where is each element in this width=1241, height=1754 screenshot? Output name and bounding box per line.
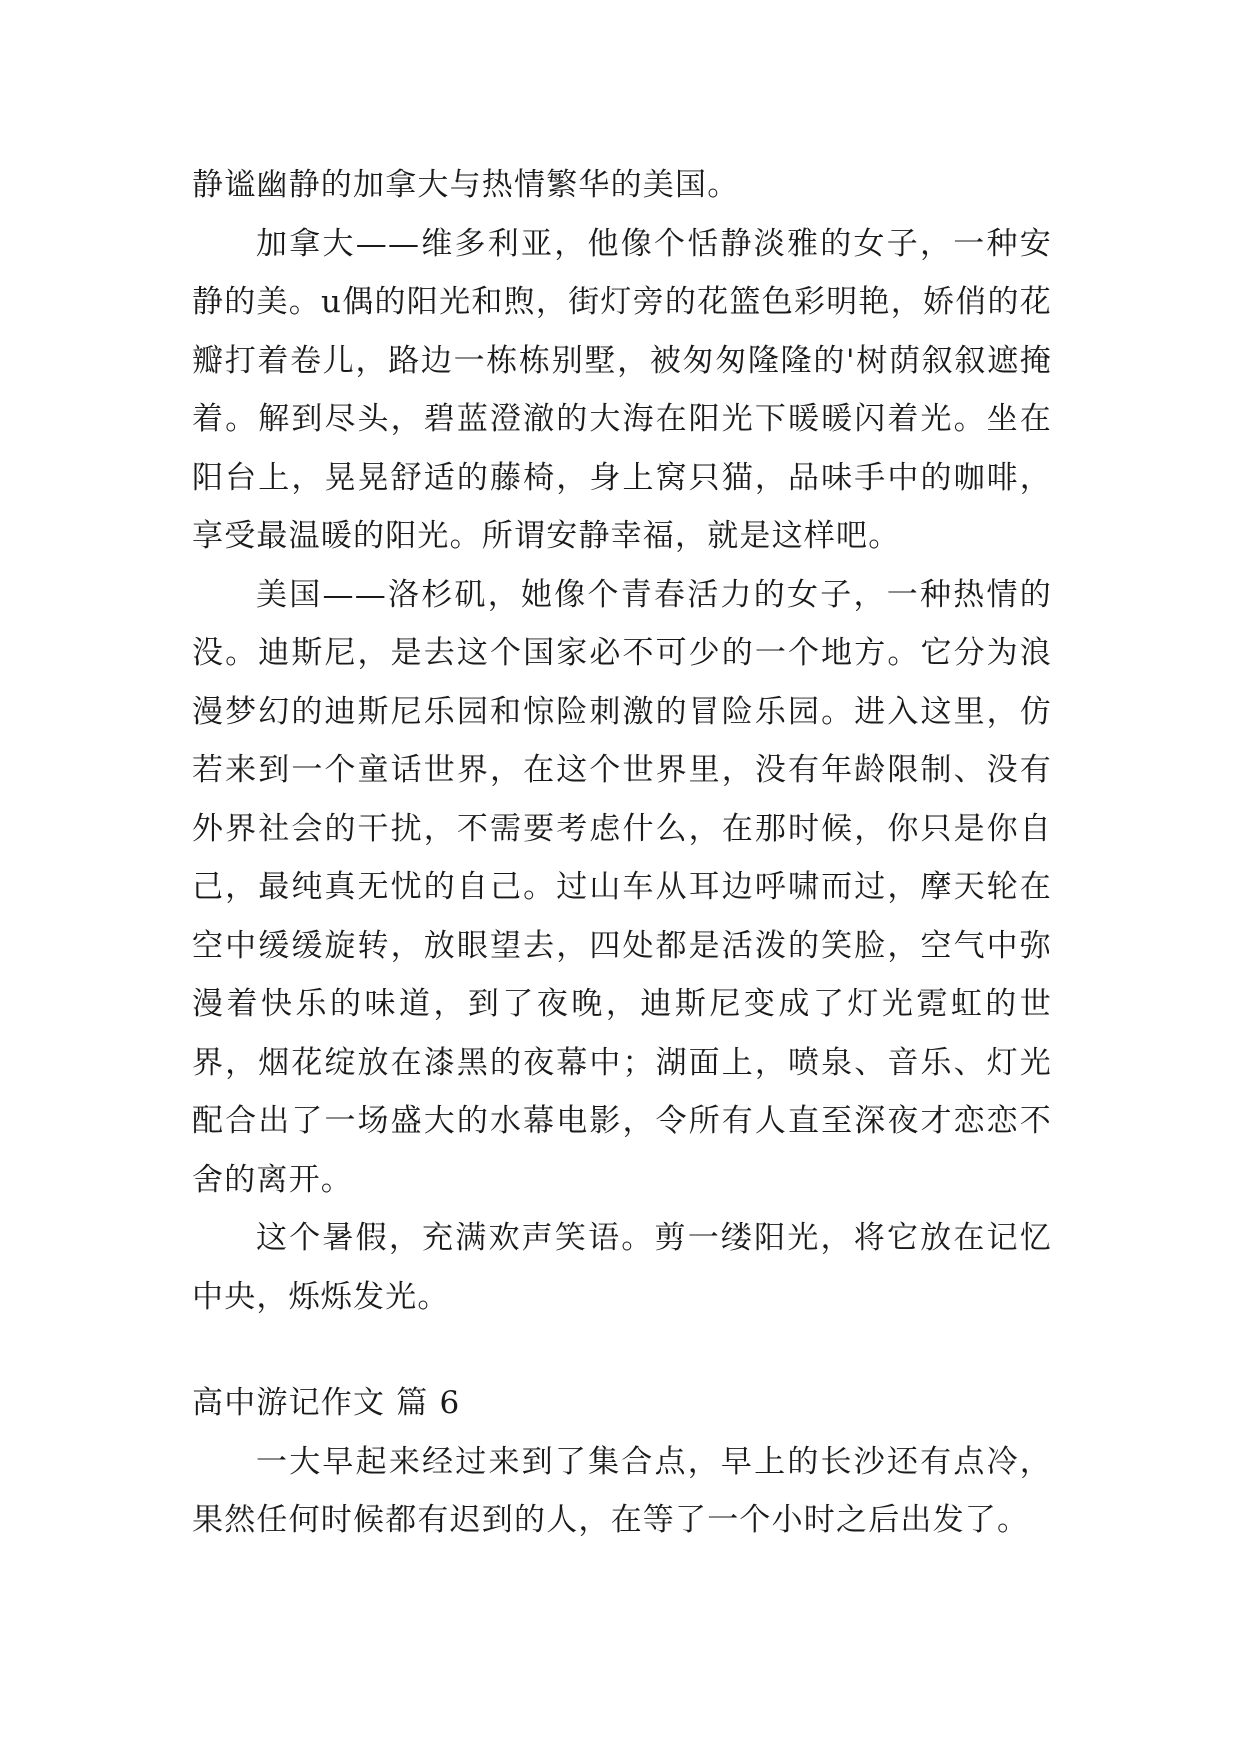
- paragraph-continuation: 静谧幽静的加拿大与热情繁华的美国。: [192, 167, 740, 203]
- paragraph-section-6-opening: 一大早起来经过来到了集合点，早上的长沙还有点冷，果然任何时候都有迟到的人，在等了一个小时之后出发了。: [192, 1443, 1052, 1538]
- paragraph-usa: 美国——洛杉矶，她像个青春活力的女子，一种热情的没。迪斯尼，是去这个国家必不可少的一个地方。它分为浪漫梦幻的迪斯尼乐园和惊险刺激的冒险乐园。进入这里，仿若来到一个童话世界，在这个世界里，没有年龄限制、没有外界社会的干扰，不需要考虑什么，在那时候，你只是你自己，最纯真无忧的自己。过山车从耳边呼啸而过，摩天轮在空中缓缓旋转，放眼望去，四处都是活泼的笑脸，空气中弥漫着快乐的味道，到了夜晚，迪斯尼变成了灯光霓虹的世界，烟花绽放在漆黑的夜幕中；湖面上，喷泉、音乐、灯光配合出了一场盛大的水幕电影，令所有人直至深夜才恋恋不舍的离开。: [192, 576, 1052, 1198]
- section-heading: 高中游记作文 篇 6: [192, 1385, 461, 1421]
- paragraph-summer-conclusion: 这个暑假，充满欢声笑语。剪一缕阳光，将它放在记忆中央，烁烁发光。: [192, 1220, 1052, 1315]
- document-body: [192, 156, 1052, 1550]
- paragraph-canada: 加拿大——维多利亚，他像个恬静淡雅的女子，一种安静的美。u偶的阳光和煦，街灯旁的花篮色彩明艳，娇俏的花瓣打着卷儿，路边一栋栋别墅，被匆匆隆隆的'树荫叙叙遮掩着。解到尽头，碧蓝澄澈的大海在阳光下暖暖闪着光。坐在阳台上，晃晃舒适的藤椅，身上窝只猫，品味手中的咖啡，享受最温暖的阳光。所谓安静幸福，就是这样吧。: [192, 225, 1052, 554]
